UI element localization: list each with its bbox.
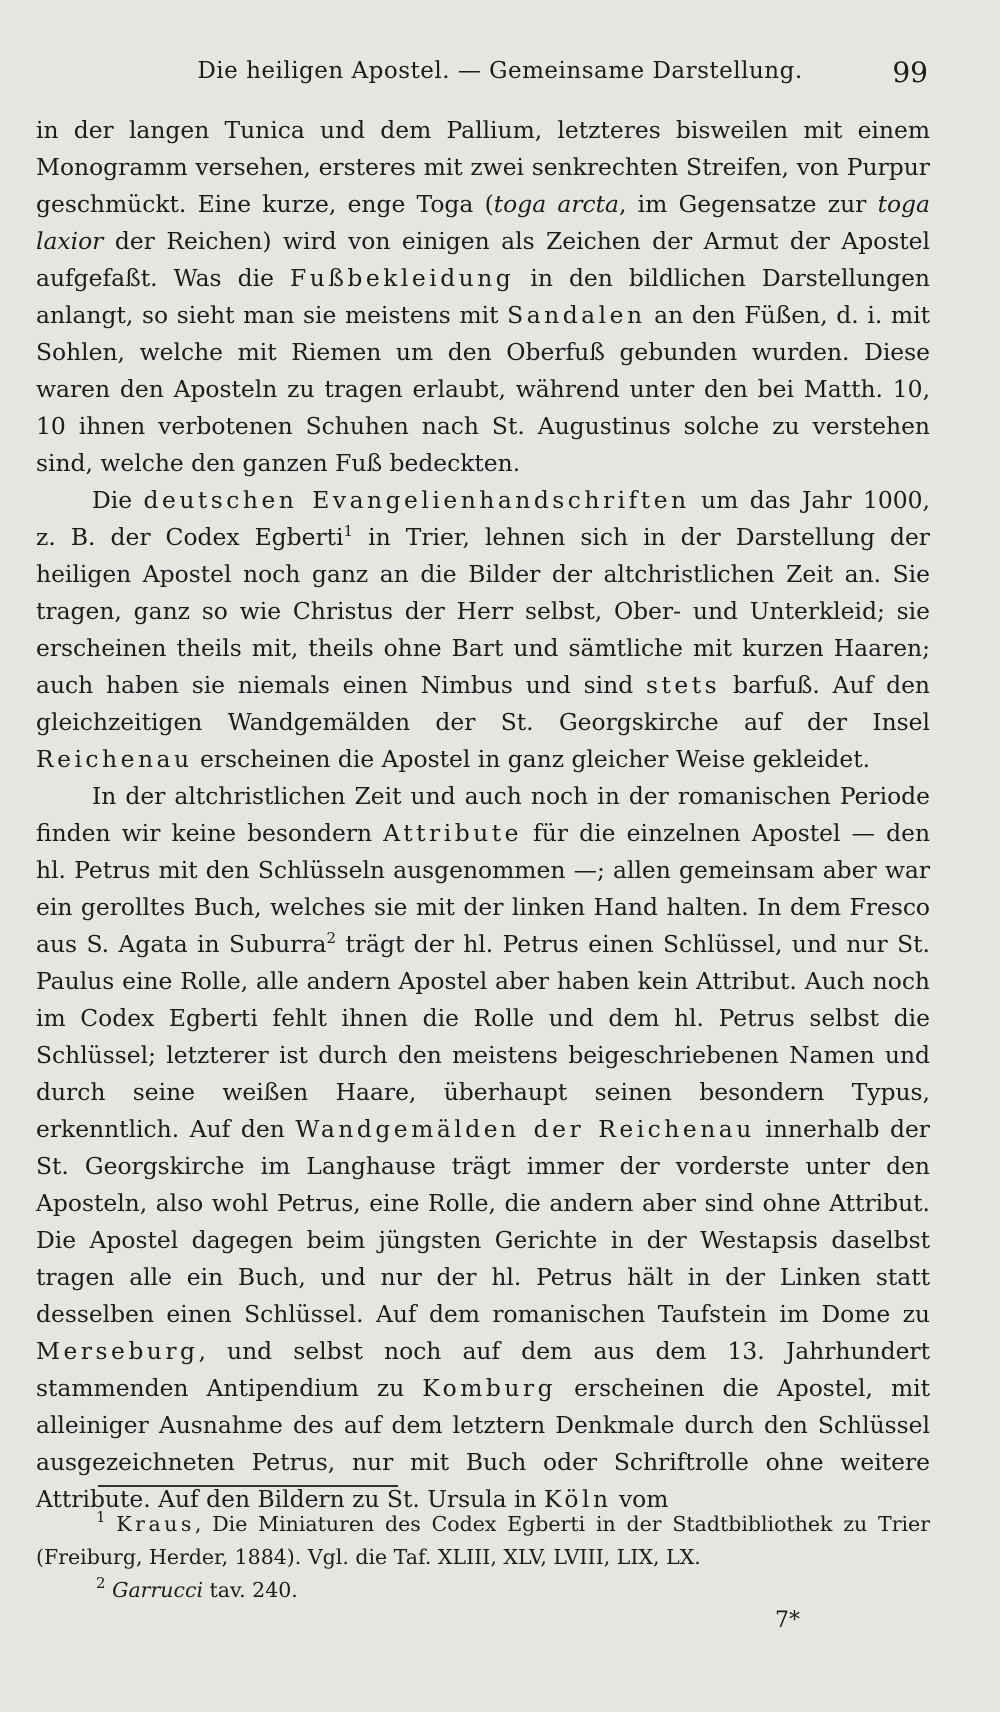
text-run: trägt der hl. Petrus einen Schlüssel, und nur St. Paulus eine Rolle, alle andern Apostel aber haben kein Attribut. Auch noch im Codex Egberti fehlt ihnen die Rolle und dem hl. Petrus selbst die Schlüssel; letzterer ist durch den meistens beigeschriebenen Namen und durch seine weißen Haare, überhaupt seinen besondern Typus, erkenntlich. Auf den <box>36 930 930 1143</box>
paragraph-2 <box>36 482 930 778</box>
emphasis-term: Merseburg <box>36 1337 199 1365</box>
footnote-divider <box>98 1485 398 1487</box>
emphasis-term: Fußbekleidung <box>289 264 515 292</box>
text-run: barfuß. Auf den gleichzeitigen Wandgemälden der St. Georgskirche auf der Insel <box>36 671 930 736</box>
running-title: Die heiligen Apostel. — Gemeinsame Darstellung. <box>197 58 803 84</box>
emphasis-term: Komburg <box>422 1374 557 1402</box>
footnote-text: , Die Miniaturen des Codex Egberti in der Stadtbibliothek zu Trier (Freiburg, Herder, 1884). Vgl. die Taf. XLIII, XLV, LVIII, LIX, LX. <box>36 1512 930 1569</box>
latin-term: toga laxior <box>36 190 930 255</box>
text-run: in der langen Tunica und dem Pallium, letzteres bisweilen mit einem Monogramm versehen, ersteres mit zwei senkrechten Streifen, von Purpur geschmückt. Eine kurze, enge Toga ( <box>36 116 930 218</box>
page-number: 99 <box>892 56 928 89</box>
footnote-1 <box>36 1508 930 1574</box>
footnote-marker: 1 <box>96 1508 106 1526</box>
text-run: In der altchristlichen Zeit und auch noch in der romanischen Periode finden wir keine besondern <box>36 782 930 847</box>
author-name: Kraus <box>116 1512 195 1536</box>
text-run: innerhalb der St. Georgskirche im Langhause trägt immer der vorderste unter den Aposteln, also wohl Petrus, eine Rolle, die andern aber sind ohne Attribut. Die Apostel dagegen beim jüngsten Gerichte in der Westapsis daselbst tragen alle ein Buch, und nur der hl. Petrus hält in der Linken statt desselben einen Schlüssel. Auf dem romanischen Taufstein im Dome zu <box>36 1115 930 1328</box>
text-run: erscheinen die Apostel, mit alleiniger Ausnahme des auf dem letztern Denkmale durch den Schlüssel ausgezeichneten Petrus, nur mit Buch oder Schriftrolle ohne weitere Attribute. Auf den Bildern zu St. Ursula in <box>36 1374 931 1513</box>
footnote-ref[interactable]: 2 <box>326 929 337 947</box>
body-text <box>36 112 930 1518</box>
running-head <box>0 58 1000 94</box>
text-run: für die einzelnen Apostel — den hl. Petrus mit den Schlüsseln ausgenommen —; allen gemeinsam aber war ein gerolltes Buch, welches sie mit der linken Hand halten. In dem Fresco aus S. Agata in Suburra <box>36 819 931 958</box>
author-name: Garrucci <box>112 1578 203 1602</box>
emphasis-term: Köln <box>544 1485 612 1513</box>
text-run: an den Füßen, d. i. mit Sohlen, welche mit Riemen um den Oberfuß gebunden wurden. Diese waren den Aposteln zu tragen erlaubt, während unter den bei Matth. 10, 10 ihnen verbotenen Schuhen nach St. Augustinus solche zu verstehen sind, welche den ganzen Fuß bedeckten. <box>36 301 930 477</box>
latin-term: toga arcta <box>493 190 619 218</box>
footnotes <box>36 1508 930 1607</box>
paragraph-3 <box>36 778 930 1518</box>
footnote-marker: 2 <box>96 1574 106 1592</box>
signature-mark: 7* <box>775 1608 800 1633</box>
footnote-ref[interactable]: 1 <box>343 522 354 540</box>
text-run: der Reichen) wird von einigen als Zeichen der Armut der Apostel aufgefaßt. Was die <box>36 227 930 292</box>
emphasis-term: Wandgemälden der Reichenau <box>295 1115 755 1143</box>
emphasis-term: Attribute <box>383 819 522 847</box>
footnote-2 <box>36 1574 930 1607</box>
text-run: , und selbst noch auf dem aus dem 13. Jahrhundert stammenden Antipendium zu <box>36 1337 930 1402</box>
emphasis-term: stets <box>646 671 721 699</box>
text-run: in Trier, lehnen sich in der Darstellung der heiligen Apostel noch ganz an die Bilder der altchristlichen Zeit an. Sie tragen, ganz so wie Christus der Herr selbst, Ober- und Unterkleid; sie erscheinen theils mit, theils ohne Bart und sämtliche mit kurzen Haaren; auch haben sie niemals einen Nimbus und sind <box>36 523 930 699</box>
emphasis-term: deutschen Evangelienhandschriften <box>143 486 690 514</box>
text-run: in den bildlichen Darstellungen anlangt, so sieht man sie meistens mit <box>36 264 930 329</box>
emphasis-term: Reichenau <box>36 745 193 773</box>
emphasis-term: Sandalen <box>507 301 646 329</box>
text-run: um das Jahr 1000, z. B. der Codex Egberti <box>36 486 930 551</box>
text-run: Die <box>92 486 144 514</box>
footnote-text: tav. 240. <box>203 1578 298 1602</box>
text-run: erscheinen die Apostel in ganz gleicher Weise gekleidet. <box>192 745 871 773</box>
text-run: , im Gegensatze zur <box>618 190 878 218</box>
paragraph-1 <box>36 112 930 482</box>
text-run: vom <box>611 1485 669 1513</box>
